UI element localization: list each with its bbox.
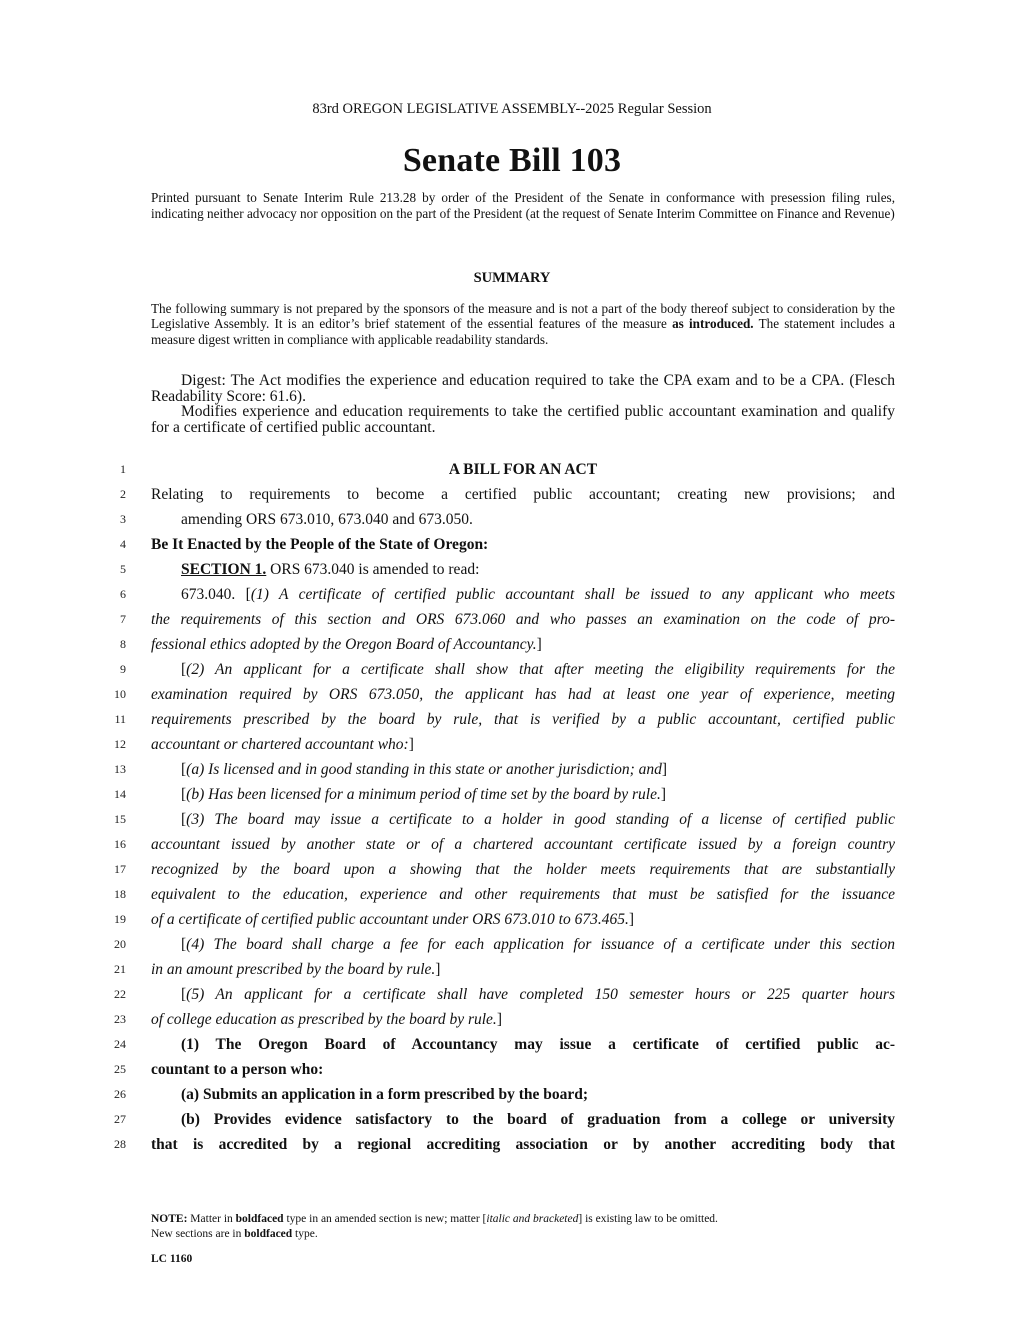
line-number: 5 [120, 562, 126, 576]
line-number: 25 [114, 1062, 126, 1076]
deleted-text: (3) The board may issue a certificate to a holder in good standing of a license of certified public [186, 811, 895, 828]
line-number: 21 [114, 962, 126, 976]
lc-number: LC 1160 [151, 1253, 193, 1265]
bill-line: [(4) The board shall charge a fee for each application for issuance of a certificate under this section [181, 936, 895, 953]
note-text: type. [292, 1228, 318, 1240]
digest-text: Digest: The Act modifies the experience and education required to take the CPA exam and to be a CPA. (Flesch Readability Score: 61.6). [151, 372, 895, 405]
summary-intro-part2: The statement includes a measure digest written in compliance with applicable readability standards. [151, 316, 896, 347]
section-text: ORS 673.040 is amended to read: [266, 561, 480, 578]
digest-block [151, 373, 895, 435]
section-label: SECTION 1. [181, 561, 267, 578]
note-text: New sections are in [151, 1228, 245, 1240]
note-text: ] is existing law to be omitted. [578, 1213, 718, 1225]
deleted-text: in an amount prescribed by the board by rule. [151, 961, 436, 978]
bill-line: [(3) The board may issue a certificate to a holder in good standing of a license of certified public [181, 811, 895, 828]
line-number: 10 [114, 687, 126, 701]
note-text: Matter in [187, 1213, 236, 1225]
line-number: 2 [120, 487, 126, 501]
new-text-line: countant to a person who: [151, 1061, 324, 1078]
modifies-text: Modifies experience and education requirements to take the certified public accountant examination and qualify for a certificate of certified public accountant. [151, 403, 895, 436]
printed-note: Printed pursuant to Senate Interim Rule 213.28 by order of the President of the Senate in conformance with presession filing rules, indicating neither advocacy nor opposition on the part of the President (at the request of Senate Interim Committee on Finance and Revenue) [151, 190, 895, 221]
line-number: 24 [114, 1037, 126, 1051]
bill-line [151, 857, 895, 882]
bill-heading: A BILL FOR AN ACT [448, 461, 598, 478]
line-number: 9 [120, 662, 126, 676]
line-number: 20 [114, 937, 126, 951]
statute-number: 673.040. [ [181, 586, 251, 603]
bill-line: in an amount prescribed by the board by rule.] [151, 961, 441, 978]
line-number: 22 [114, 987, 126, 1001]
bill-line: of a certificate of certified public accountant under ORS 673.010 to 673.465.] [151, 911, 635, 928]
summary-intro-bold: as introduced. [672, 316, 754, 332]
bill-line [151, 582, 895, 607]
note-line-1 [151, 1212, 895, 1227]
line-number: 1 [120, 462, 126, 476]
bill-line: [(2) An applicant for a certificate shall show that after meeting the eligibility requirements for the [181, 661, 895, 678]
deleted-text: equivalent to the education, experience and other requirements that must be satisfied for the issuance [151, 886, 895, 903]
new-text-line: (a) Submits an application in a form prescribed by the board; [181, 1086, 589, 1103]
deleted-text: the requirements of this section and ORS 673.060 and who passes an examination on the code of pro- [151, 611, 895, 628]
summary-intro-part1: The following summary is not prepared by the sponsors of the measure and is not a part of the body thereof subject to consideration by the Legislative Assembly. It is an editor’s brief statement of the essential features of the measure [151, 301, 895, 332]
deleted-text: of a certificate of certified public accountant under ORS 673.010 to 673.465. [151, 911, 629, 928]
bill-line [151, 832, 895, 857]
deleted-text: (4) The board shall charge a fee for each application for issuance of a certificate under this section [186, 936, 895, 953]
bill-line: [(a) Is licensed and in good standing in this state or another jurisdiction; and] [181, 761, 668, 778]
line-number: 27 [114, 1112, 126, 1126]
section-line [151, 557, 895, 582]
deleted-text: (1) A certificate of certified public accountant shall be issued to any applicant who meets [250, 586, 895, 603]
deleted-text: fessional ethics adopted by the Oregon Board of Accountancy. [151, 636, 537, 653]
line-number: 11 [114, 712, 126, 726]
session-header: 83rd OREGON LEGISLATIVE ASSEMBLY--2025 Regular Session [312, 101, 712, 117]
line-number: 16 [114, 837, 126, 851]
deleted-text: recognized by the board upon a showing that the holder meets requirements that are substantially [151, 861, 895, 878]
note-bold: boldfaced [235, 1213, 284, 1225]
line-number: 15 [114, 812, 126, 826]
line-number: 13 [114, 762, 126, 776]
line-number: 6 [120, 587, 126, 601]
deleted-text: examination required by ORS 673.050, the applicant has had at least one year of experience, meeting [151, 686, 895, 703]
footer-note [151, 1212, 895, 1242]
deleted-text: (a) Is licensed and in good standing in this state or another jurisdiction; and [186, 761, 662, 778]
bill-line: fessional ethics adopted by the Oregon Board of Accountancy.] [151, 636, 542, 653]
line-number: 8 [120, 637, 126, 651]
line-number: 17 [114, 862, 126, 876]
deleted-text: (5) An applicant for a certificate shall have completed 150 semester hours or 225 quarter hours [186, 986, 895, 1003]
bill-line [151, 607, 895, 632]
line-number: 18 [114, 887, 126, 901]
note-line-2 [151, 1227, 895, 1242]
bill-line [151, 707, 895, 732]
summary-intro [151, 301, 895, 347]
deleted-text: of college education as prescribed by the board by rule. [151, 1011, 497, 1028]
bill-line: accountant or chartered accountant who:] [151, 736, 414, 753]
line-number: 23 [114, 1012, 126, 1026]
bill-line: Relating to requirements to become a certified public accountant; creating new provisions; and [151, 486, 895, 503]
enacting-clause: Be It Enacted by the People of the State of Oregon: [151, 536, 489, 553]
bill-line [151, 882, 895, 907]
line-number: 7 [120, 612, 126, 626]
summary-heading: SUMMARY [473, 270, 551, 286]
note-text: type in an amended section is new; matter [ [283, 1213, 487, 1225]
note-bold: boldfaced [244, 1228, 293, 1240]
deleted-text: (b) Has been licensed for a minimum period of time set by the board by rule. [186, 786, 661, 803]
deleted-text: accountant or chartered accountant who: [151, 736, 409, 753]
bill-line: [(5) An applicant for a certificate shall have completed 150 semester hours or 225 quarter hours [181, 986, 895, 1003]
deleted-text: requirements prescribed by the board by rule, that is verified by a public accountant, certified public [151, 711, 895, 728]
line-number: 3 [120, 512, 126, 526]
new-text-line: that is accredited by a regional accrediting association or by another accrediting body that [151, 1136, 895, 1153]
new-text-line: (b) Provides evidence satisfactory to the board of graduation from a college or university [181, 1111, 895, 1128]
deleted-text: accountant issued by another state or of a chartered accountant certificate issued by a foreign country [151, 836, 895, 853]
new-text-line: (1) The Oregon Board of Accountancy may issue a certificate of certified public ac- [181, 1036, 895, 1053]
line-number: 4 [120, 537, 126, 551]
line-number: 12 [114, 737, 126, 751]
bill-line: amending ORS 673.010, 673.040 and 673.050. [181, 511, 473, 528]
bill-title: Senate Bill 103 [402, 142, 622, 179]
line-number: 28 [114, 1137, 126, 1151]
note-italic: italic and bracketed [486, 1213, 579, 1225]
note-label: NOTE: [151, 1213, 188, 1225]
deleted-text: (2) An applicant for a certificate shall show that after meeting the eligibility requirements for the [186, 661, 895, 678]
bill-line: of college education as prescribed by the board by rule.] [151, 1011, 502, 1028]
line-number: 26 [114, 1087, 126, 1101]
line-number: 19 [114, 912, 126, 926]
bill-line: [(b) Has been licensed for a minimum period of time set by the board by rule.] [181, 786, 667, 803]
bill-line [151, 682, 895, 707]
line-number: 14 [114, 787, 126, 801]
